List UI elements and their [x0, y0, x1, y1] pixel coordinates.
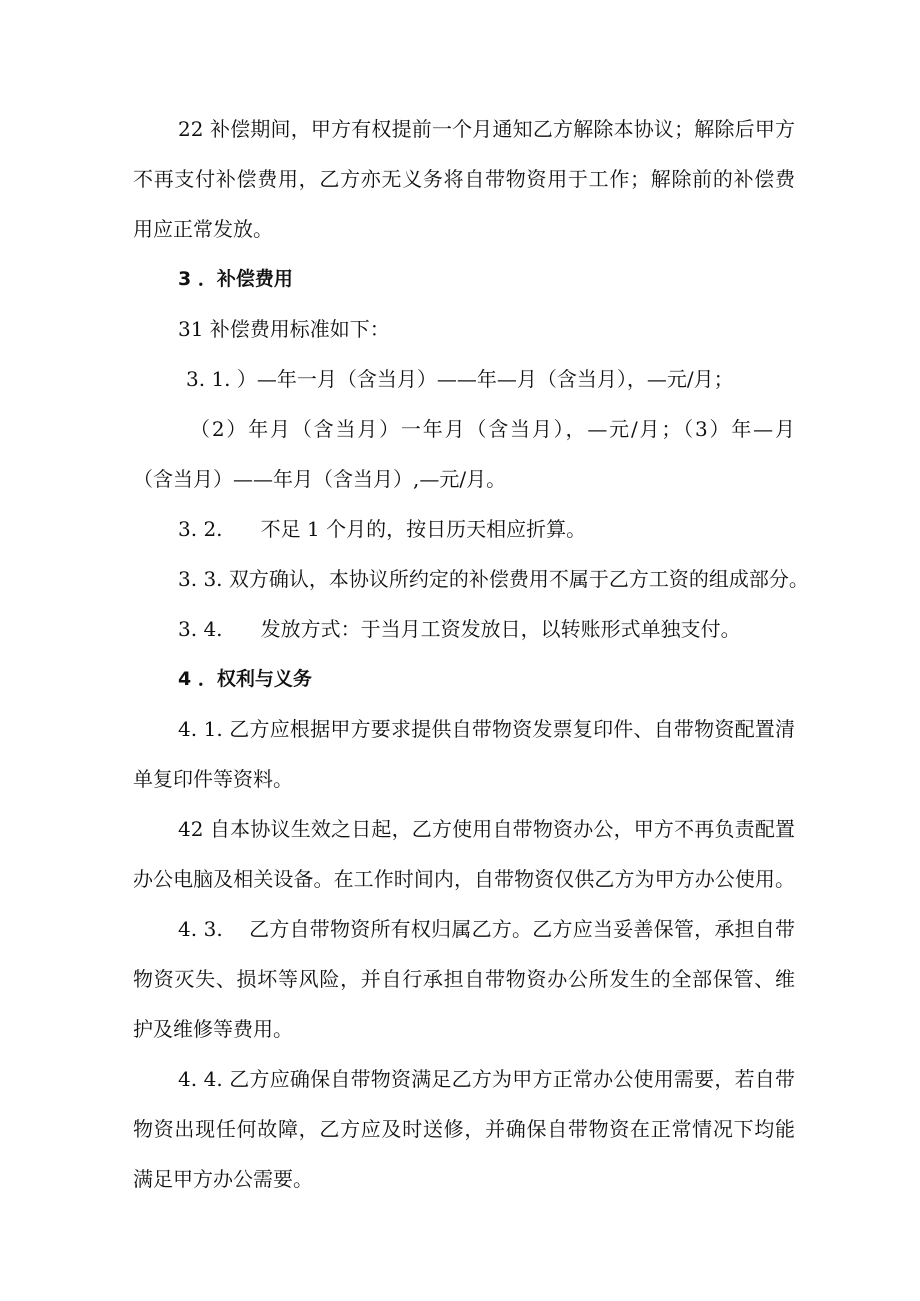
paragraph-4-2-line: 办公电脑及相关设备。在工作时间内，自带物资仅供乙方为甲方办公使用。 — [133, 867, 795, 891]
rate-item-line: （含当月）——年月（含当月）,—元/月。 — [133, 467, 507, 491]
paragraph-4-3-line: 4. 3. 乙方自带物资所有权归属乙方。乙方应当妥善保管，承担自带 — [178, 917, 795, 941]
paragraph-2-2-line: 不再支付补偿费用，乙方亦无义务将自带物资用于工作；解除前的补偿费 — [133, 167, 795, 191]
paragraph-4-4-line: 物资出现任何故障，乙方应及时送修，并确保自带物资在正常情况下均能 — [133, 1117, 795, 1141]
paragraph-2-2-line: 22 补偿期间，甲方有权提前一个月通知乙方解除本协议；解除后甲方 — [178, 117, 795, 141]
paragraph-3-2-line: 3. 2. 不足 1 个月的，按日历天相应折算。 — [178, 517, 587, 541]
paragraph-3-4-line: 3. 4. 发放方式：于当月工资发放日，以转账形式单独支付。 — [178, 617, 741, 641]
paragraph-4-3-line: 护及维修等费用。 — [133, 1017, 293, 1041]
paragraph-4-2-line: 42 自本协议生效之日起，乙方使用自带物资办公，甲方不再负责配置 — [178, 817, 795, 841]
document-page — [133, 104, 809, 1204]
paragraph-4-4-line: 4. 4. 乙方应确保自带物资满足乙方为甲方正常办公使用需要，若自带 — [178, 1067, 795, 1091]
paragraph-2-2-line: 用应正常发放。 — [133, 217, 273, 241]
section-heading-3: 3 ．补偿费用 — [178, 268, 293, 290]
paragraph-3-3-line: 3. 3. 双方确认，本协议所约定的补偿费用不属于乙方工资的组成部分。 — [178, 567, 809, 591]
rate-item-line: 3. 1. ）—年一月（含当月）——年—月（含当月），—元/月； — [186, 367, 734, 391]
paragraph-4-4-line: 满足甲方办公需要。 — [133, 1167, 313, 1191]
paragraph-4-1-line: 4. 1. 乙方应根据甲方要求提供自带物资发票复印件、自带物资配置清 — [178, 717, 795, 741]
paragraph-4-3-line: 物资灭失、损坏等风险，并自行承担自带物资办公所发生的全部保管、维 — [133, 967, 795, 991]
paragraph-4-1-line: 单复印件等资料。 — [133, 767, 293, 791]
paragraph-3-1-line: 31 补偿费用标准如下： — [178, 317, 390, 341]
section-heading-4: 4 ．权利与义务 — [178, 668, 312, 690]
rate-item-line: （2）年月（含当月）一年月（含当月），—元/月；（3）年—月 — [190, 417, 795, 441]
